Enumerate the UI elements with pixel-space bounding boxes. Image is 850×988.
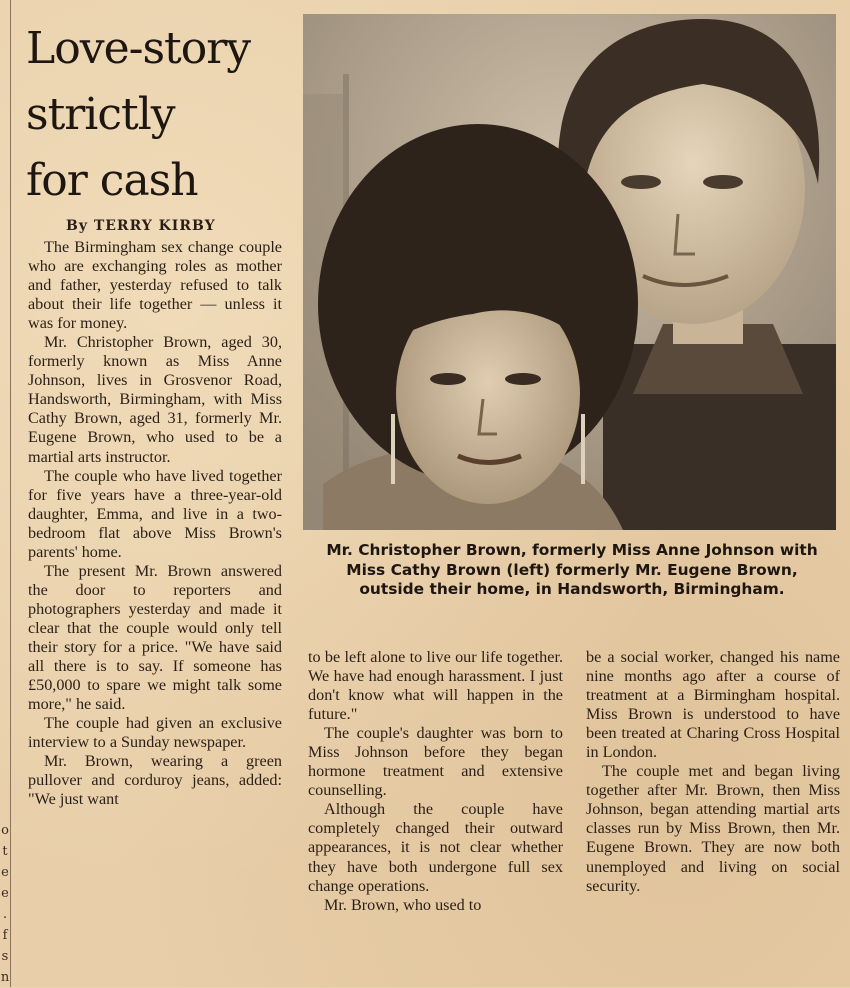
paragraph: Although the couple have completely changed their outward appearances, it is not clear whether they have both undergone full sex change operations. (308, 800, 563, 895)
margin-letter: . (2, 907, 8, 922)
article-column-2 (308, 648, 563, 915)
adjacent-column-fragment (0, 820, 10, 988)
margin-letter: o (1, 823, 9, 838)
paragraph: The couple who have lived together for five years have a three-year-old daughter, Emma, and live in a two-bedroom flat above Miss Brown's parents' home. (28, 466, 282, 561)
headline-line: strictly (26, 89, 175, 140)
photo-caption: Mr. Christopher Brown, formerly Miss Anne Johnson with Miss Cathy Brown (left) formerly Mr. Eugene Brown, outside their home, in Handsworth, Birmingham. (326, 541, 818, 598)
headline (26, 16, 296, 214)
paragraph: The Birmingham sex change couple who are exchanging roles as mother and father, yesterday refused to talk about their life together — unless it was for money. (28, 238, 282, 333)
paragraph: Mr. Christopher Brown, aged 30, formerly known as Miss Anne Johnson, lives in Grosvenor Road, Handsworth, Birmingham, with Miss Cathy Brown, aged 31, formerly Mr. Eugene Brown, who used to be a martial arts instructor. (28, 333, 282, 466)
byline: By TERRY KIRBY (66, 218, 216, 234)
margin-letter: e (1, 865, 9, 880)
headline-line: for cash (26, 155, 198, 206)
paragraph: The couple had given an exclusive interview to a Sunday newspaper. (28, 714, 282, 752)
margin-letter: e (1, 886, 9, 901)
column-rule (10, 0, 11, 987)
margin-letter: f (2, 928, 8, 943)
margin-letter: s (1, 949, 9, 964)
margin-letter: t (2, 844, 8, 859)
paragraph: Mr. Brown, who used to (324, 895, 482, 914)
paragraph: The present Mr. Brown answered the door to reporters and photographers yesterday and made it clear that the couple would only tell their story for a price. "We have said all there is to say. If someone has £50,000 to spare we might talk some more," he said. (28, 561, 282, 714)
paragraph: The couple's daughter was born to Miss Johnson before they began hormone treatment and extensive counselling. (308, 724, 563, 800)
paragraph: be a social worker, changed his name nine months ago after a course of treatment at a Birmingham hospital. Miss Brown is understood to have been treated at Charing Cross Hospital in London. (586, 648, 840, 762)
paragraph: The couple met and began living together after Mr. Brown, then Miss Johnson, began attending martial arts classes run by Miss Brown, then Mr. Eugene Brown. They are now both unemployed and living on social security. (586, 762, 840, 895)
couple-photograph (303, 14, 836, 530)
article-column-1 (28, 238, 282, 809)
article-column-3 (586, 648, 840, 896)
headline-line: Love-story (26, 23, 251, 74)
margin-letter: n (0, 970, 10, 985)
paragraph: to be left alone to live our life together. We have had enough harassment. I just don't know what will happen in the future." (308, 648, 563, 724)
paragraph: Mr. Brown, wearing a green pullover and corduroy jeans, added: "We just want (28, 752, 282, 809)
photo-illustration (303, 14, 836, 530)
